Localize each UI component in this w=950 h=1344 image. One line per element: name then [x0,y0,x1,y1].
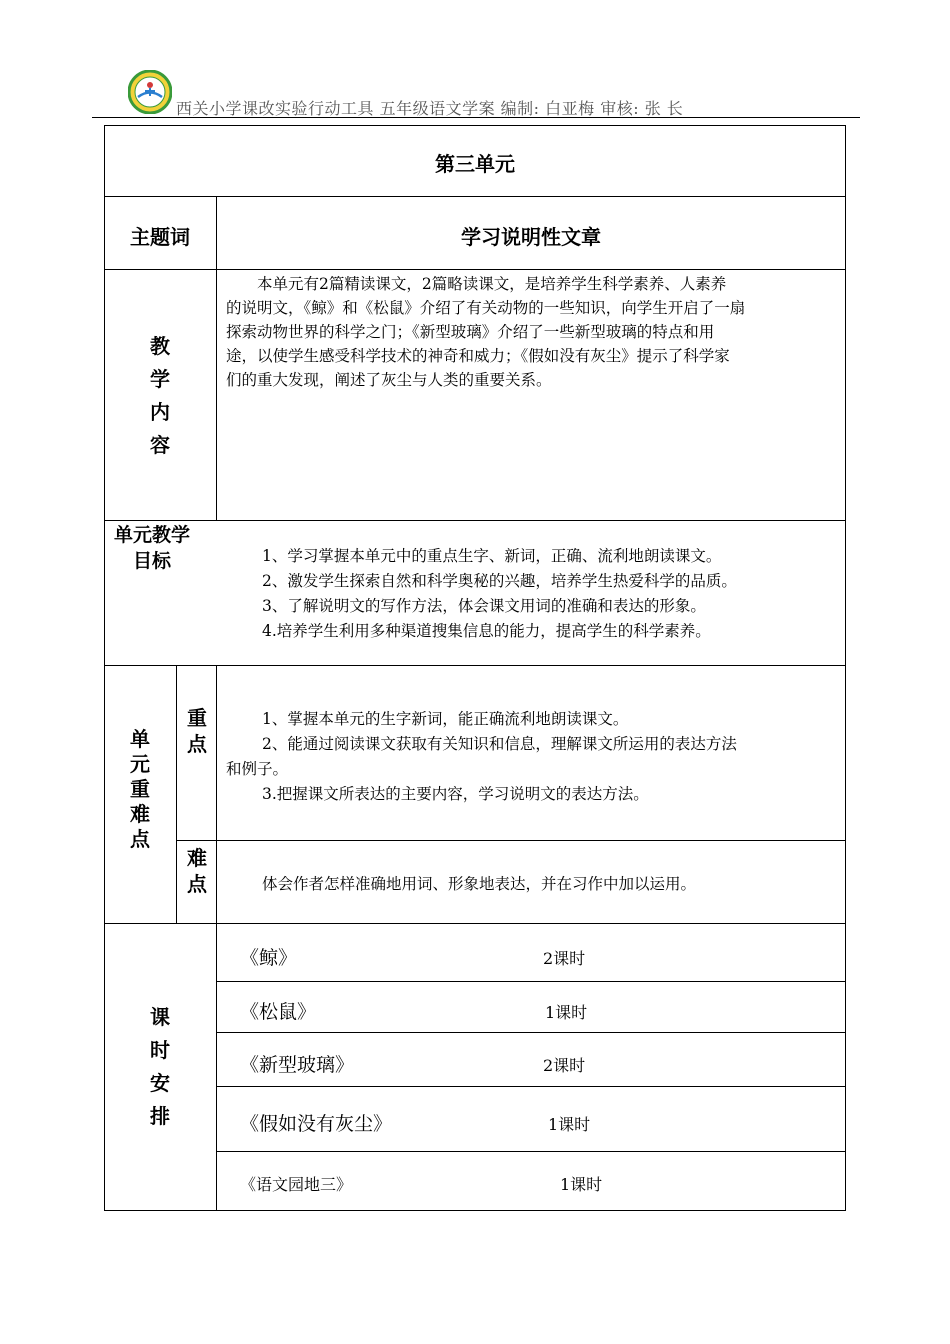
difficulties-label: 单 元 重 难 点 [130,727,150,851]
schedule-title: 《语文园地三》 [240,1175,353,1194]
schedule-hours: 1课时 [545,1003,588,1022]
objective-item: 1、学习掌握本单元中的重点生字、新词，正确、流利地朗读课文。 [262,547,722,565]
objective-item: 2、激发学生探索自然和科学奥秘的兴趣，培养学生热爱科学的品质。 [262,572,737,590]
schedule-hours: 1课时 [560,1175,603,1194]
school-logo-icon [128,70,172,114]
objective-item: 3、了解说明文的写作方法，体会课文用词的准确和表达的形象。 [262,597,706,615]
schedule-title: 《假如没有灰尘》 [240,1113,393,1135]
schedule-title: 《新型玻璃》 [240,1054,355,1076]
hard-points-label: 难 点 [187,846,207,896]
objectives-list [262,544,842,644]
theme-value: 学习说明性文章 [461,225,601,249]
teaching-content-label: 教 学 内 容 [150,334,170,457]
header-divider [92,117,860,118]
header-text: 西关小学课改实验行动工具 五年级语文学案 编制: 白亚梅 审核: 张 长 [176,99,684,118]
schedule-hours: 1课时 [548,1115,591,1134]
key-points-text: 1、掌握本单元的生字新词，能正确流利地朗读课文。 2、能通过阅读课文获取有关知识和信息，理解课文所运用的表达方法 和例子。 3.把握课文所表达的主要内容，学习说明文的表达方法。 [226,710,737,803]
key-points-label: 重 点 [187,706,207,756]
objective-item: 4.培养学生利用多种渠道搜集信息的能力，提高学生的科学素养。 [262,622,711,640]
teaching-content-text: 本单元有2篇精读课文，2篇略读课文，是培养学生科学素养、人素养 的说明文，《鲸》和《松鼠》介绍了有关动物的一些知识，向学生开启了一扇 探索动物世界的科学之门；《新型玻璃》介绍了一些新型玻璃的特点和用 途，以使学生感受科学技术的神奇和威力；《假如没有灰尘》提示了科学家 们的重大发现，阐述了灰尘与人类的重要关系。 [226,275,746,389]
objectives-label: 单元教学 目标 [113,524,190,572]
schedule-hours: 2课时 [543,1056,586,1075]
theme-label: 主题词 [130,225,190,249]
schedule-label: 课 时 安 排 [150,1005,170,1128]
schedule-title: 《鲸》 [240,947,298,969]
unit-title: 第三单元 [435,152,515,176]
page-header [92,66,860,118]
schedule-hours: 2课时 [543,949,586,968]
schedule-title: 《松鼠》 [240,1001,317,1023]
hard-points-text: 体会作者怎样准确地用词、形象地表达，并在习作中加以运用。 [262,875,697,893]
